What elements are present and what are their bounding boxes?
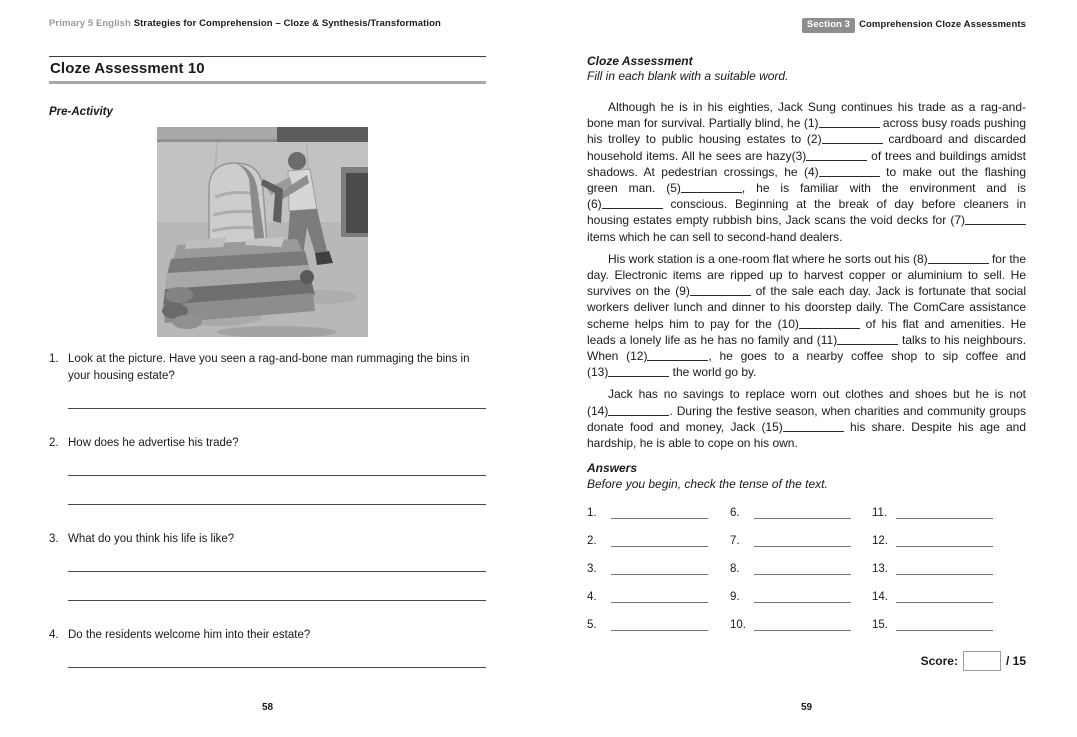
answer-slot (730, 616, 872, 644)
question (49, 531, 486, 601)
answer-blank-line (896, 574, 993, 575)
answer-line (68, 667, 486, 668)
rag-and-bone-man-photo (157, 127, 368, 337)
blank-number: (14) (587, 403, 609, 418)
answer-number: 7. (730, 535, 740, 548)
answer-number: 10. (730, 619, 746, 632)
answers-grid (587, 504, 1026, 644)
cloze-blank (587, 197, 663, 211)
blank-line (965, 224, 1026, 225)
blank-number: (9) (675, 284, 690, 299)
blank-line (806, 160, 867, 161)
cloze-instruction: Fill in each blank with a suitable word. (587, 69, 789, 83)
blank-line (608, 415, 669, 416)
blank-number: (11) (816, 332, 838, 347)
page-left (49, 0, 486, 737)
answer-slot (587, 560, 730, 588)
answer-blank-line (754, 546, 851, 547)
blank-number: (3) (791, 148, 807, 163)
answer-line (68, 571, 486, 572)
page-number-left: 58 (261, 702, 274, 713)
answers-instruction: Before you begin, check the tense of the text. (587, 477, 828, 492)
question-text: Do the residents welcome him into their estate? (68, 629, 311, 641)
question-number: 1. (49, 353, 59, 365)
answer-number: 15. (872, 619, 888, 632)
answer-line (68, 475, 486, 476)
question-number: 4. (49, 629, 59, 641)
answer-number: 14. (872, 591, 888, 604)
answer-number: 11. (872, 507, 888, 520)
answer-number: 1. (587, 507, 597, 520)
blank-number: (15) (761, 419, 783, 434)
pre-activity-label: Pre-Activity (49, 106, 113, 118)
answer-slot (872, 588, 1026, 616)
question (49, 435, 486, 505)
answer-slot (587, 504, 730, 532)
blank-line (837, 344, 898, 345)
blank-number: (10) (777, 316, 799, 331)
passage-paragraph: Although he is in his eighties, Jack Sung continues his trade as a rag-and-bone man for survival. Partially blind, he (1) across busy roads pushing his trolley to public housing estates to (2) cardboard and discarded household items. All he sees are hazy(3) of trees and buildings amidst shadows. At pedestrian crossings, he (4) to make out the flashing green man. (5) , he is familiar with the environment and is (6) conscious. Beginning at the break of day before cleaners in housing estates empty rubbish bins, Jack scans the void decks for (7) items which he can sell to second-hand dealers. (587, 100, 1027, 244)
blank-line (602, 208, 663, 209)
answer-blank-line (611, 546, 708, 547)
blank-number: (2) (806, 132, 822, 147)
question (49, 351, 486, 409)
cloze-heading: Cloze Assessment (587, 54, 693, 68)
section-badge: Section 3 (802, 18, 855, 33)
cloze-blank (804, 116, 880, 130)
answer-blank-line (896, 518, 993, 519)
answer-slot (730, 560, 872, 588)
question-text: Look at the picture. Have you seen a rag-and-bone man rummaging the bins in your housing estate? (68, 353, 470, 382)
answer-blank-line (896, 546, 993, 547)
answer-slot (587, 616, 730, 644)
cloze-passage (587, 99, 1026, 451)
cloze-blank (761, 420, 843, 434)
answer-number: 13. (872, 563, 888, 576)
answer-number: 8. (730, 563, 740, 576)
answer-blank-line (611, 518, 708, 519)
answer-slot (872, 532, 1026, 560)
answer-blank-line (611, 602, 708, 603)
answer-slot (730, 588, 872, 616)
answer-blank-line (754, 630, 851, 631)
passage-paragraph: His work station is a one-room flat where he sorts out his (8) for the day. Electronic items are ripped up to harvest copper or aluminium to sell. He survives on the (9) of the sale each day. Jack is fortunate that social workers deliver lunch and dinner to his doorstep daily. The ComCare assistance scheme helps him to pay for the (10) of his flat and amenities. He leads a lonely life as he has no family and (11) talks to his neighbours. When (12) , he goes to a nearby coffee shop to sip coffee and (13) the world go by. (587, 251, 1027, 380)
page-number-right: 59 (800, 702, 813, 713)
score-row (587, 651, 1026, 671)
blank-number: (7) (950, 213, 965, 228)
answer-slot (730, 532, 872, 560)
answer-line (68, 600, 486, 601)
page-title: Cloze Assessment 10 (50, 60, 205, 77)
question-number: 3. (49, 533, 59, 545)
answer-blank-line (754, 602, 851, 603)
answer-blank-line (611, 574, 708, 575)
answer-blank-line (896, 630, 993, 631)
section-title: Comprehension Cloze Assessments (859, 19, 1026, 30)
blank-line (690, 295, 751, 296)
score-box (963, 651, 1001, 671)
blank-line (681, 192, 742, 193)
answer-line (68, 408, 486, 409)
cloze-blank (778, 317, 860, 331)
blank-line (819, 176, 880, 177)
assessment-title-block (49, 56, 486, 84)
answer-slot (587, 588, 730, 616)
answer-slot (872, 504, 1026, 532)
cloze-blank (913, 252, 989, 266)
answer-number: 12. (872, 535, 888, 548)
blank-number: (8) (912, 251, 928, 266)
left-running-header (49, 0, 486, 30)
blank-number: (4) (804, 164, 819, 179)
blank-line (822, 143, 883, 144)
cloze-blank (807, 132, 883, 146)
answer-blank-line (754, 574, 851, 575)
answer-blank-line (896, 602, 993, 603)
cloze-blank (675, 284, 751, 298)
answer-blank-line (754, 518, 851, 519)
cloze-blank (626, 349, 708, 363)
blank-number: (13) (587, 365, 609, 380)
score-total: / 15 (1005, 654, 1026, 669)
answers-heading: Answers (587, 461, 638, 476)
blank-line (819, 127, 880, 128)
answer-blank-line (611, 630, 708, 631)
cloze-blank (587, 365, 669, 379)
answer-slot (587, 532, 730, 560)
answer-line (68, 504, 486, 505)
answer-number: 3. (587, 563, 597, 576)
book-title: Strategies for Comprehension – Cloze & Synthesis/Transformation (133, 18, 441, 29)
answer-number: 5. (587, 619, 597, 632)
answer-slot (872, 560, 1026, 588)
blank-number: (12) (626, 349, 648, 364)
answer-number: 4. (587, 591, 597, 604)
blank-number: (5) (666, 181, 681, 196)
passage-paragraph: Jack has no savings to replace worn out clothes and shoes but he is not (14) . During the festive season, when charities and community groups donate food and money, Jack (15) his share. Despite his age and hardship, he is able to cope on his own. (587, 387, 1027, 451)
cloze-blank (666, 181, 742, 195)
question (49, 627, 486, 668)
cloze-blank (587, 404, 669, 418)
answer-number: 6. (730, 507, 740, 520)
blank-line (928, 263, 989, 264)
blank-line (647, 360, 708, 361)
answer-slot (872, 616, 1026, 644)
score-label: Score: (920, 654, 958, 669)
answer-slot (730, 504, 872, 532)
answer-number: 9. (730, 591, 740, 604)
blank-number: (1) (803, 116, 819, 131)
blank-line (783, 431, 844, 432)
series-label: Primary 5 English (49, 18, 131, 29)
cloze-blank (792, 149, 868, 163)
answer-number: 2. (587, 535, 597, 548)
blank-line (608, 376, 669, 377)
right-running-header (587, 0, 1026, 33)
question-number: 2. (49, 437, 59, 449)
photo-illustration (157, 127, 368, 337)
questions (49, 351, 486, 668)
cloze-blank (817, 333, 898, 347)
blank-number: (6) (587, 197, 602, 212)
cloze-blank (950, 213, 1026, 227)
cloze-blank (804, 165, 880, 179)
question-text: How does he advertise his trade? (68, 437, 239, 449)
question-text: What do you think his life is like? (68, 533, 235, 545)
blank-line (799, 328, 860, 329)
page-right (587, 0, 1026, 737)
